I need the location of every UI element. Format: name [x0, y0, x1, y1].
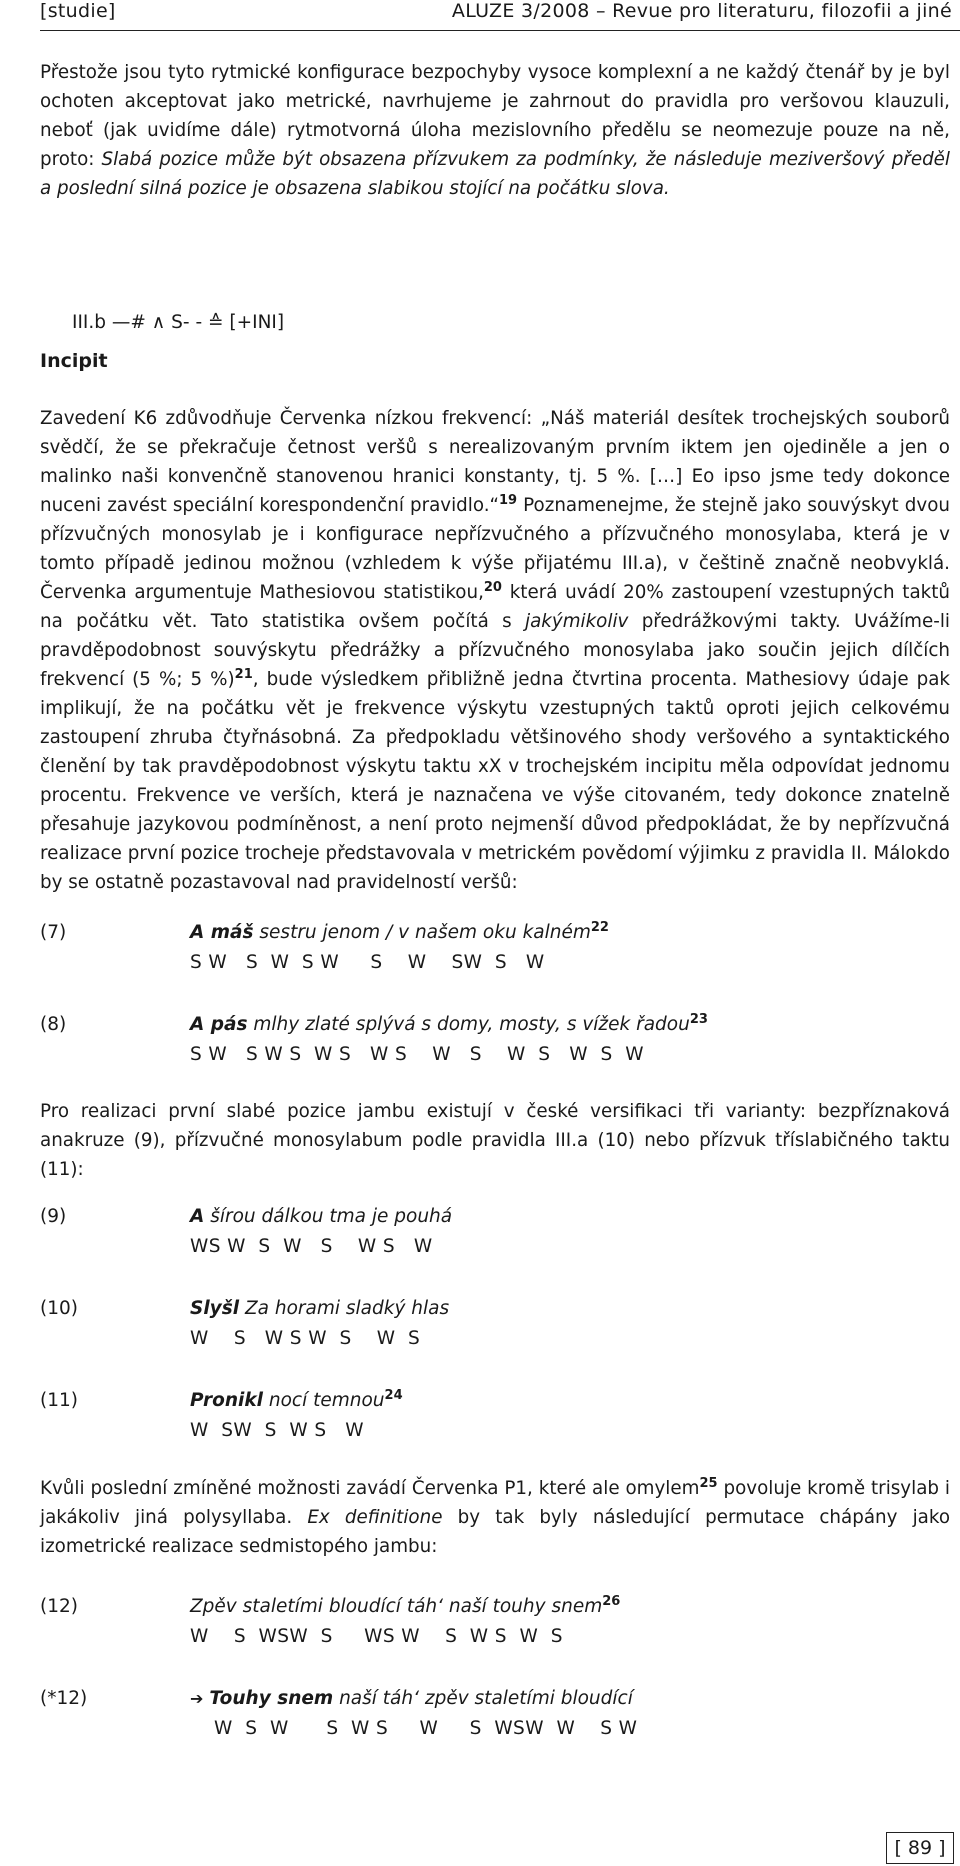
example-verse: ➔ Touhy snem naší táh‘ zpěv staletími bloudící [190, 1688, 633, 1709]
footnote-ref-19[interactable]: 19 [499, 492, 518, 508]
footnote-ref-24[interactable]: 24 [384, 1387, 403, 1403]
section-label: [studie] [40, 0, 116, 22]
section-heading: Incipit [40, 350, 108, 372]
header-rule [40, 30, 960, 31]
example-scansion: W S WSW S WS W S W S W S [190, 1626, 563, 1647]
example-scansion: W S W S W S W S [190, 1328, 421, 1349]
example-scansion: S W S W S W S W SW S W [190, 952, 545, 973]
rule-formula: III.b —# ∧ S- - ≙ [+INI] [72, 312, 285, 333]
footnote-ref-21[interactable]: 21 [234, 666, 253, 682]
example-scansion: S W S W S W S W S W S W S W S W [190, 1044, 644, 1065]
variants-paragraph: Pro realizaci první slabé pozice jambu existují v české versifikaci tři varianty: bezpříznaková anakruze (9), přízvučné monosylabum podle pravidla III.a (10) nebo přízvuk tříslabičného taktu (11): [40, 1101, 950, 1180]
example-scansion: W SW S W S W [190, 1420, 365, 1441]
example-number: (8) [40, 1014, 67, 1035]
example-verse: Zpěv staletími bloudící táh‘ naší touhy snem$^{26}$ [190, 1593, 621, 1617]
intro-paragraph: Přestože jsou tyto rytmické konfigurace bezpochyby vysoce komplexní a ne každý čtenář by je byl ochoten akceptovat jako metrické, navrhujeme je zahrnout do pravidla pro veršovou klauzuli, neboť (jak uvidíme dále) rytmotvorná úloha mezislovního předělu se neomezuje pouze na ně, proto: Slabá pozice může být obsazena přízvukem za podmínky, že následuje meziveršový předěl a poslední silná pozice je obsazena slabikou stojící na počátku slova. [40, 62, 950, 199]
example-number: (9) [40, 1206, 67, 1227]
footnote-ref-23[interactable]: 23 [689, 1011, 708, 1027]
main-paragraph: Zavedení K6 zdůvodňuje Červenka nízkou frekvencí: „Náš materiál desítek trochejských souborů svědčí, že se překračuje četnost veršů s nerealizovaným prvním iktem jen ojediněle a jen o malinko naši konvenčně stanovenou hranici konstanty, tj. 5 %. […] Eo ipso jsme tedy dokonce nuceni zavést speciální korespondenční pravidlo.“$^{19}$ Poznamenejme, že stejně jako souvýskyt dvou přízvučných monosylab je i konfigurace nepřízvučného a přízvučného monosylaba, která je v tomto případě jedinou možnou (vzhledem k výše přijatému III.a), v češtině značně neobvyklá. Červenka argumentuje Mathesiovou statistikou,$^{20}$ která uvádí 20% zastoupení vzestupných taktů na počátku vět. Tato statistika ovšem počítá s jakýmikoliv předrážkovými takty. Uvážíme-li pravděpodobnost souvýskytu předrážky a přízvučného monosylaba jako součin jejich dílčích frekvencí (5 %; 5 %)$^{21}$, bude výsledkem přibližně jedna čtvrtina procenta. Mathesiovy údaje pak implikují, že na počátku vět je frekvence výskytu vzestupných taktů oproti jejich celkovému zastoupení zhruba čtyřnásobná. Za předpokladu většinového shody veršového a syntaktického členění by tak pravděpodobnost výskytu taktu xX v trochejském incipitu měla odpovídat jednomu procentu. Frekvence ve verších, která je naznačena ve výše citovaném, tedy dokonce znatelně přesahuje jazykovou podmíněnost, a není proto nejmenší důvod předpokládat, že by nepřízvučná realizace první pozice trocheje představovala v metrickém povědomí výjimku z pravidla II. Málokdo by se ostatně pozastavoval nad pravidelností veršů: [40, 408, 950, 893]
footnote-ref-25[interactable]: 25 [699, 1475, 718, 1491]
page-number: [ 89 ] [886, 1832, 954, 1864]
example-scansion: W S W S W S W S WSW W S W [214, 1718, 638, 1739]
example-number: (10) [40, 1298, 78, 1319]
example-scansion: WS W S W S W S W [190, 1236, 433, 1257]
journal-title: ALUZE 3/2008 – Revue pro literaturu, filozofii a jiné [451, 0, 952, 22]
example-number: (7) [40, 922, 67, 943]
footnote-ref-20[interactable]: 20 [483, 579, 502, 595]
arrow-right-icon: ➔ [190, 1689, 204, 1708]
example-verse: A máš sestru jenom / v našem oku kalném$^{22}$ [190, 919, 609, 943]
example-number: (11) [40, 1390, 78, 1411]
example-number: (12) [40, 1596, 78, 1617]
running-header [0, 0, 960, 28]
example-number: (*12) [40, 1688, 88, 1709]
example-verse: A šírou dálkou tma je pouhá [190, 1206, 453, 1227]
footnote-ref-26[interactable]: 26 [602, 1593, 621, 1609]
example-verse: Slyšl Za horami sladký hlas [190, 1298, 450, 1319]
permutation-paragraph: Kvůli poslední zmíněné možnosti zavádí Červenka P1, které ale omylem$^{25}$ povoluje kromě trisylab i jakákoliv jiná polysyllaba. Ex definitione by tak byly následující permutace chápány jako izometrické realizace sedmistopého jambu: [40, 1475, 951, 1557]
footnote-ref-22[interactable]: 22 [590, 919, 609, 935]
example-verse: Pronikl nocí temnou$^{24}$ [190, 1387, 403, 1411]
example-verse: A pás mlhy zlaté splývá s domy, mosty, s vížek řadou$^{23}$ [190, 1011, 708, 1035]
rule-statement: Slabá pozice může být obsazena přízvukem za podmínky, že následuje meziveršový předěl a poslední silná pozice je obsazena slabikou stojící na počátku slova. [40, 149, 950, 199]
